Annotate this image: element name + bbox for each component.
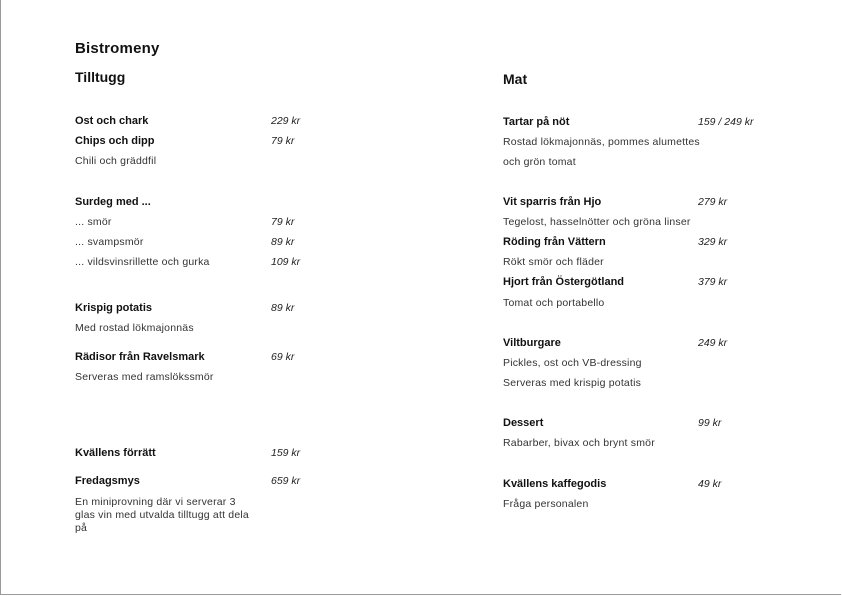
- item-potatis-name: Krispig potatis: [75, 302, 153, 314]
- item-tartar-price: 159 / 249 kr: [698, 116, 754, 128]
- item-sparris-name: Vit sparris från Hjo: [503, 196, 602, 208]
- item-dessert-desc: Rabarber, bivax och brynt smör: [503, 437, 655, 449]
- item-tartar-name: Tartar på nöt: [503, 116, 570, 128]
- surdeg-option-name: ... smör: [75, 216, 112, 228]
- item-dessert-name: Dessert: [503, 417, 544, 429]
- item-forratt-price: 159 kr: [271, 447, 301, 459]
- item-roding-name: Röding från Vättern: [503, 236, 606, 248]
- item-surdeg-name: Surdeg med ...: [75, 196, 151, 208]
- item-sparris-price: 279 kr: [698, 196, 728, 208]
- item-fredagsmys-desc: En miniprovning där vi serverar 3 glas vin med utvalda tilltugg att dela på: [75, 496, 249, 534]
- item-sparris-desc: Tegelost, hasselnötter och gröna linser: [503, 216, 691, 228]
- item-ost-name: Ost och chark: [75, 115, 149, 127]
- item-forratt-name: Kvällens förrätt: [75, 447, 156, 459]
- item-hjort-price: 379 kr: [698, 276, 728, 288]
- surdeg-option-name: ... svampsmör: [75, 236, 144, 248]
- surdeg-option-price: 89 kr: [271, 236, 295, 248]
- tilltugg-heading: Tilltugg: [75, 69, 126, 85]
- item-viltburgare-name: Viltburgare: [503, 337, 561, 349]
- surdeg-option-price: 109 kr: [271, 256, 301, 268]
- item-viltburgare-price: 249 kr: [698, 337, 728, 349]
- item-tartar-desc: Rostad lökmajonnäs, pommes alumettes: [503, 136, 700, 148]
- mat-heading: Mat: [503, 71, 528, 87]
- item-chips-price: 79 kr: [271, 135, 295, 147]
- item-potatis-desc: Med rostad lökmajonnäs: [75, 322, 194, 334]
- item-dessert-price: 99 kr: [698, 417, 722, 429]
- surdeg-option-price: 79 kr: [271, 216, 295, 228]
- item-viltburgare-desc: Serveras med krispig potatis: [503, 377, 642, 389]
- item-ost-price: 229 kr: [271, 115, 301, 127]
- item-potatis-price: 89 kr: [271, 302, 295, 314]
- item-kaffegodis-name: Kvällens kaffegodis: [503, 478, 607, 490]
- item-fredagsmys-price: 659 kr: [271, 475, 301, 487]
- item-chips-name: Chips och dipp: [75, 135, 155, 147]
- item-viltburgare-desc: Pickles, ost och VB-dressing: [503, 357, 642, 369]
- item-hjort-desc: Tomat och portabello: [503, 297, 605, 309]
- item-chips-desc: Chili och gräddfil: [75, 155, 157, 167]
- item-fredagsmys-name: Fredagsmys: [75, 475, 140, 487]
- surdeg-option-name: ... vildsvinsrillette och gurka: [75, 256, 210, 268]
- item-kaffegodis-desc: Fråga personalen: [503, 498, 589, 510]
- item-roding-price: 329 kr: [698, 236, 728, 248]
- item-radisor-name: Rädisor från Ravelsmark: [75, 351, 205, 363]
- item-radisor-desc: Serveras med ramslökssmör: [75, 371, 214, 383]
- menu-title: Bistromeny: [75, 40, 160, 57]
- item-tartar-desc: och grön tomat: [503, 156, 576, 168]
- item-kaffegodis-price: 49 kr: [698, 478, 722, 490]
- item-hjort-name: Hjort från Östergötland: [503, 276, 625, 288]
- item-roding-desc: Rökt smör och fläder: [503, 256, 604, 268]
- item-radisor-price: 69 kr: [271, 351, 295, 363]
